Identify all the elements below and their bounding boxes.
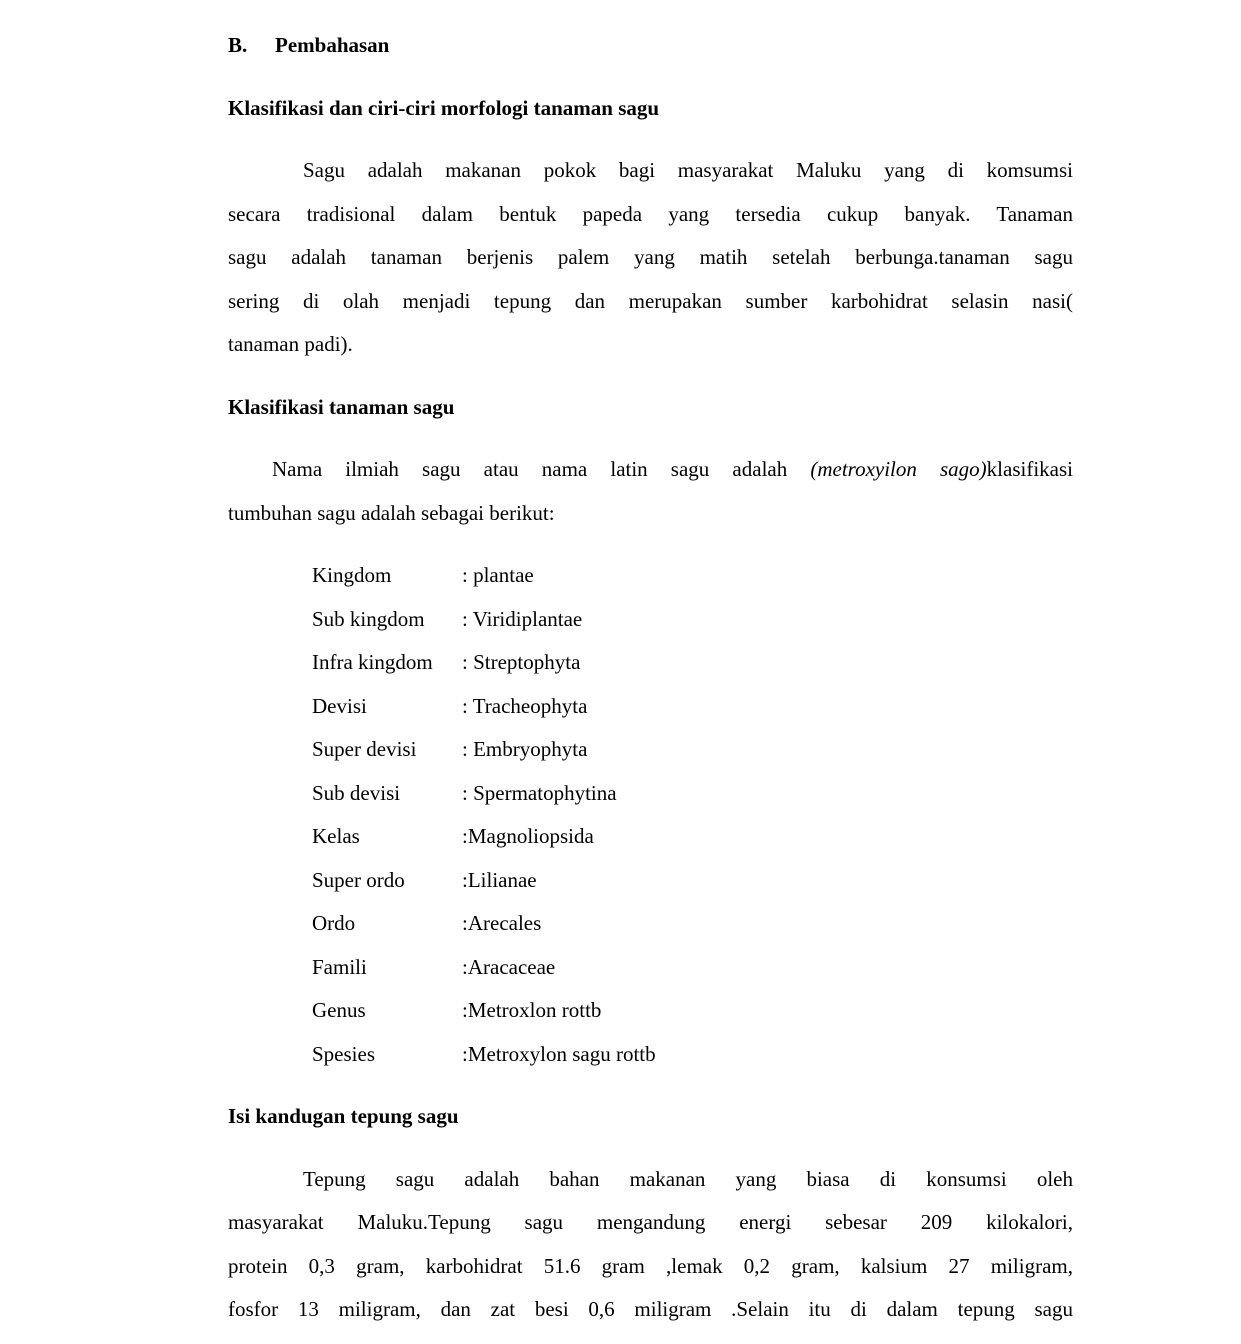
classification-term: Devisi: [312, 693, 367, 718]
italic-text-segment: (metroxyilon sago): [810, 457, 987, 481]
classification-term: Kelas: [312, 824, 360, 848]
classification-term: Super devisi: [312, 737, 417, 761]
text-line: [228, 149, 1073, 193]
section-heading: [228, 24, 1073, 68]
classification-value: :Arecales: [462, 911, 542, 935]
classification-row: [312, 1033, 1073, 1077]
classification-value: :Metroxylon sagu rottb: [462, 1041, 656, 1066]
text-segment: Nama ilmiah sagu atau nama latin sagu adalah: [272, 457, 811, 481]
subheading-klasifikasi-morfologi: Klasifikasi dan ciri-ciri morfologi tanaman sagu: [228, 95, 660, 120]
text-line: [228, 323, 1073, 367]
text-segment: klasifikasi: [986, 457, 1073, 481]
classification-row: [312, 859, 1073, 903]
document-body: [228, 87, 1073, 1332]
paragraph-nama-ilmiah: [228, 448, 1073, 535]
classification-value: :Lilianae: [462, 867, 537, 892]
text-line: [228, 193, 1073, 237]
subheading-isi-kandungan: Isi kandugan tepung sagu: [228, 1104, 459, 1128]
classification-row: [312, 815, 1073, 859]
text-line: [228, 1245, 1073, 1289]
paragraph-sagu-intro: [228, 149, 1073, 367]
section-title: Pembahasan: [275, 33, 390, 57]
classification-value: : Viridiplantae: [462, 606, 583, 631]
text-line: [228, 1288, 1073, 1332]
classification-row: [312, 772, 1073, 816]
text-segment: secara tradisional dalam bentuk papeda yang tersedia cukup banyak. Tanaman: [228, 201, 1073, 226]
classification-row: [312, 685, 1073, 729]
classification-value: : Embryophyta: [462, 737, 588, 761]
text-line: [228, 492, 1073, 536]
text-segment: tumbuhan sagu adalah sebagai berikut:: [228, 500, 555, 525]
classification-value: :Magnoliopsida: [462, 824, 594, 848]
classification-term: Sub devisi: [312, 780, 401, 805]
text-segment: Sagu adalah makanan pokok bagi masyarakat Maluku yang di komsumsi: [303, 158, 1073, 182]
classification-row: [312, 946, 1073, 990]
classification-row: [312, 641, 1073, 685]
classification-term: Sub kingdom: [312, 606, 425, 631]
text-line: [228, 448, 1073, 492]
text-segment: sagu adalah tanaman berjenis palem yang matih setelah berbunga.tanaman sagu: [228, 245, 1073, 269]
classification-term: Spesies: [312, 1041, 375, 1066]
classification-term: Ordo: [312, 911, 356, 935]
text-line: [228, 1201, 1073, 1245]
classification-row: [312, 902, 1073, 946]
classification-term: Genus: [312, 998, 366, 1022]
text-line: [228, 236, 1073, 280]
classification-row: [312, 989, 1073, 1033]
section-number: B.: [228, 33, 248, 57]
classification-term: Famili: [312, 954, 367, 979]
classification-value: : Streptophyta: [462, 650, 581, 674]
classification-list: [228, 554, 1073, 1076]
text-segment: Tepung sagu adalah bahan makanan yang biasa di konsumsi oleh: [303, 1166, 1073, 1191]
classification-row: [312, 554, 1073, 598]
text-segment: fosfor 13 miligram, dan zat besi 0,6 miligram .Selain itu di dalam tepung sagu: [228, 1297, 1073, 1321]
text-segment: tanaman padi).: [228, 332, 353, 356]
classification-value: : Tracheophyta: [462, 693, 588, 718]
classification-value: : plantae: [462, 563, 534, 587]
paragraph-tepung-sagu: [228, 1158, 1073, 1332]
classification-term: Kingdom: [312, 563, 392, 587]
classification-row: [312, 598, 1073, 642]
classification-value: : Spermatophytina: [462, 780, 617, 805]
text-segment: masyarakat Maluku.Tepung sagu mengandung energi sebesar 209 kilokalori,: [228, 1210, 1073, 1234]
text-line: [228, 1158, 1073, 1202]
subheading-klasifikasi-tanaman: Klasifikasi tanaman sagu: [228, 394, 455, 419]
classification-row: [312, 728, 1073, 772]
classification-value: :Aracaceae: [462, 954, 556, 979]
classification-term: Super ordo: [312, 867, 405, 892]
text-segment: sering di olah menjadi tepung dan merupakan sumber karbohidrat selasin nasi(: [228, 288, 1073, 313]
classification-term: Infra kingdom: [312, 650, 433, 674]
text-line: [228, 280, 1073, 324]
classification-value: :Metroxlon rottb: [462, 998, 602, 1022]
text-segment: protein 0,3 gram, karbohidrat 51.6 gram ,lemak 0,2 gram, kalsium 27 miligram,: [228, 1253, 1073, 1278]
